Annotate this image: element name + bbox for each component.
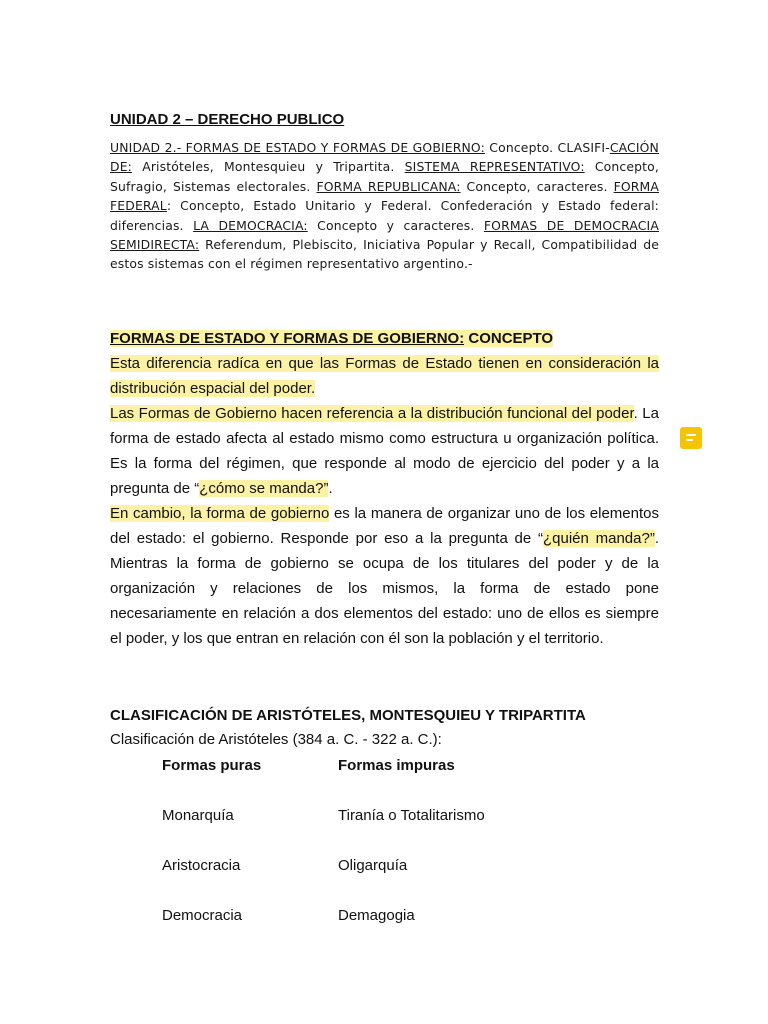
syllabus-topic: UNIDAD 2.- FORMAS DE ESTADO Y FORMAS DE GOBIERNO: [110,140,485,155]
syllabus-text: Referendum, Plebiscito, Iniciativa Popular y Recall, Compatibilidad de estos sistemas con el régimen representativo argentino.- [110,237,659,272]
table-cell-pure: Monarquía [162,807,234,824]
comment-icon[interactable] [680,427,702,449]
syllabus-topic: CACIÓN DE: [110,140,659,175]
paragraph-2: Las Formas de Gobierno hacen referencia a la distribución funcional del poder. La forma de estado afecta al estado mismo como estructura u organización política. Es la forma del régimen, que responde al modo de ejercicio del poder y a la pregunta de “¿cómo se manda?”. [110,405,659,497]
classification-heading: CLASIFICACIÓN DE ARISTÓTELES, MONTESQUIEU Y TRIPARTITA [110,707,586,724]
syllabus-text: : Concepto, Estado Unitario y Federal. Confederación y Estado federal: diferencias. [110,198,659,233]
aristotle-subheading: Clasificación de Aristóteles (384 a. C. - 322 a. C.): [110,731,442,748]
syllabus-text: Concepto, Sufragio, Sistemas electorales. [110,159,659,194]
syllabus-topic: FORMA REPUBLICANA: [316,178,461,194]
table-cell-impure: Tiranía o Totalitarismo [338,807,485,824]
table-cell-impure: Oligarquía [338,857,408,874]
syllabus-text: Concepto. CLASIFI- [484,140,610,155]
syllabus-topic: FORMA FEDERAL [110,178,659,214]
column-header-pure: Formas puras [162,757,262,774]
table-cell-pure: Democracia [162,907,243,924]
table-cell-pure: Aristocracia [162,857,241,874]
syllabus-text: Aristóteles, Montesquieu y Tripartita. [132,159,405,175]
section-heading: FORMAS DE ESTADO Y FORMAS DE GOBIERNO: CONCEPTO [110,330,554,347]
paragraph-1: Esta diferencia radíca en que las Formas de Estado tienen en consideración la distribución espacial del poder. [110,355,659,397]
paragraph-3: En cambio, la forma de gobierno es la manera de organizar uno de los elementos del estado: el gobierno. Responde por eso a la pregunta de “¿quién manda?”. Mientras la forma de gobierno se ocupa de los titulares del poder y de la organización y relaciones de los mismos, la forma de estado pone necesariamente en relación a dos elementos del estado: uno de ellos es siempre el poder, y los que entran en relación con él son la población y el territorio. [110,505,660,647]
column-header-impure: Formas impuras [338,757,455,774]
syllabus-topic: FORMAS DE DEMOCRACIA SEMIDIRECTA: [110,217,659,253]
syllabus-topic: SISTEMA REPRESENTATIVO: [404,159,585,175]
table-cell-impure: Demagogia [338,907,415,924]
unit-title: UNIDAD 2 – DERECHO PUBLICO [110,111,345,128]
syllabus-paragraph [110,138,659,274]
syllabus-topic: LA DEMOCRACIA: [193,217,308,233]
syllabus-text: Concepto, caracteres. [460,178,614,194]
syllabus-text: Concepto y caracteres. [307,217,484,233]
section-formas-estado [110,326,659,651]
